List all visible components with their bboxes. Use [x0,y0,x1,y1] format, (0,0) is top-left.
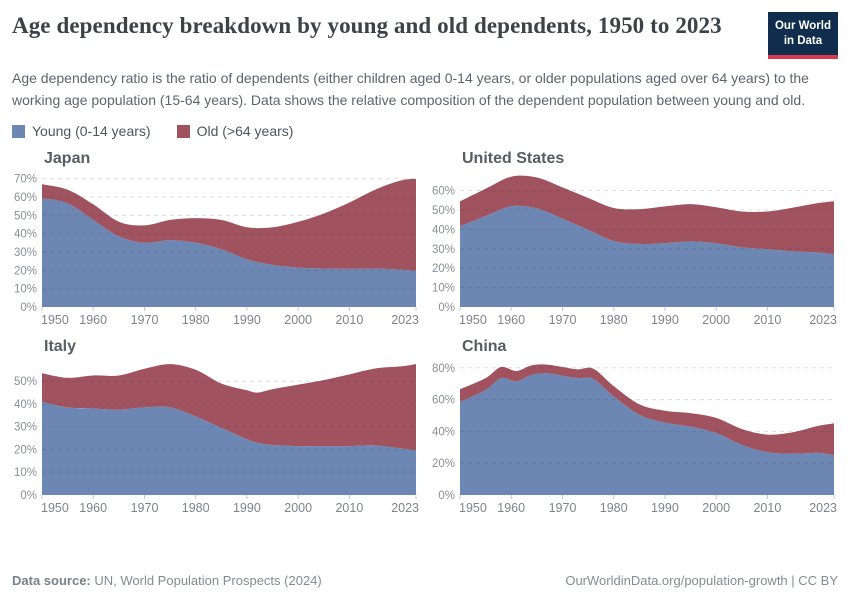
page-title: Age dependency breakdown by young and old dependents, 1950 to 2023 [12,13,722,38]
svg-text:1990: 1990 [650,313,679,328]
chart-panel-japan [12,150,420,329]
panel-title-japan: Japan [44,150,91,168]
legend-item-young [12,123,151,139]
svg-text:1990: 1990 [650,501,679,516]
charts-grid [12,150,838,517]
svg-text:1960: 1960 [497,313,526,328]
legend-label-old: Old (>64 years) [196,123,294,140]
svg-text:2010: 2010 [335,313,364,328]
legend-label-young: Young (0-14 years) [32,123,151,140]
svg-text:10%: 10% [13,283,37,296]
svg-text:2010: 2010 [753,313,782,328]
svg-text:50%: 50% [13,210,37,223]
svg-text:2023: 2023 [809,313,837,328]
svg-text:1980: 1980 [599,313,628,328]
chart-panel-italy [12,338,420,517]
svg-text:20%: 20% [431,263,455,276]
svg-text:60%: 60% [431,394,455,407]
data-source [12,573,322,588]
svg-text:1980: 1980 [181,501,210,516]
svg-text:2023: 2023 [391,313,419,328]
svg-text:1990: 1990 [232,313,261,328]
svg-text:20%: 20% [13,444,37,457]
footer [12,567,838,588]
owid-logo-line2: in Data [783,34,823,47]
svg-text:2023: 2023 [391,501,419,516]
svg-text:50%: 50% [431,205,455,218]
svg-text:0%: 0% [438,490,455,503]
svg-text:1970: 1970 [130,501,159,516]
area-chart-italy[interactable] [12,359,420,517]
legend-item-old [177,123,294,139]
young-swatch-icon [12,125,25,138]
header [12,10,838,139]
svg-text:1950: 1950 [41,501,69,516]
svg-text:2010: 2010 [753,501,782,516]
svg-text:1980: 1980 [599,501,628,516]
footer-link[interactable]: OurWorldinData.org/population-growth | CC BY [565,573,838,588]
area-chart-japan[interactable] [12,171,420,329]
chart-panel-china [430,338,838,517]
svg-text:1990: 1990 [232,501,261,516]
svg-text:1950: 1950 [41,313,69,328]
svg-text:2000: 2000 [284,313,313,328]
chart-panel-united-states [430,150,838,329]
legend [12,123,838,139]
svg-text:10%: 10% [13,467,37,480]
svg-text:1960: 1960 [79,313,108,328]
svg-text:50%: 50% [13,376,37,389]
title-row [12,10,838,59]
svg-text:0%: 0% [438,302,455,315]
chart-subtitle: Age dependency ratio is the ratio of dependents (either children aged 0-14 years, or older populations aged over 64 years) to the working age population (15-64 years). Data shows the relative composition of the dependent population between young and old. [12,69,809,108]
svg-text:60%: 60% [431,185,455,198]
svg-text:1970: 1970 [548,501,577,516]
owid-logo-line1: Our World [774,20,831,32]
svg-text:1950: 1950 [459,313,487,328]
svg-text:60%: 60% [13,192,37,205]
svg-text:1960: 1960 [497,501,526,516]
panel-title-italy: Italy [44,338,77,356]
svg-text:20%: 20% [431,458,455,471]
svg-text:30%: 30% [13,421,37,434]
panel-title-china: China [462,338,507,356]
svg-text:0%: 0% [20,302,37,315]
svg-text:0%: 0% [20,490,37,503]
owid-logo [768,12,838,59]
svg-text:20%: 20% [13,265,37,278]
svg-text:1980: 1980 [181,313,210,328]
svg-text:2000: 2000 [702,313,731,328]
data-source-text: UN, World Population Prospects (2024) [90,573,322,588]
panel-title-united-states: United States [462,150,565,168]
svg-text:80%: 80% [431,363,455,376]
area-chart-united-states[interactable] [430,171,838,329]
svg-text:2010: 2010 [335,501,364,516]
svg-text:2023: 2023 [809,501,837,516]
svg-text:1960: 1960 [79,501,108,516]
data-source-label: Data source: [12,573,91,588]
svg-text:40%: 40% [431,224,455,237]
svg-text:2000: 2000 [284,501,313,516]
svg-text:10%: 10% [431,282,455,295]
svg-text:2000: 2000 [702,501,731,516]
svg-text:70%: 70% [13,173,37,186]
old-swatch-icon [177,125,190,138]
svg-text:40%: 40% [431,426,455,439]
svg-text:30%: 30% [431,244,455,257]
svg-text:40%: 40% [13,399,37,412]
svg-text:30%: 30% [13,247,37,260]
svg-text:1970: 1970 [548,313,577,328]
area-chart-china[interactable] [430,359,838,517]
svg-text:40%: 40% [13,228,37,241]
svg-text:1970: 1970 [130,313,159,328]
svg-text:1950: 1950 [459,501,487,516]
